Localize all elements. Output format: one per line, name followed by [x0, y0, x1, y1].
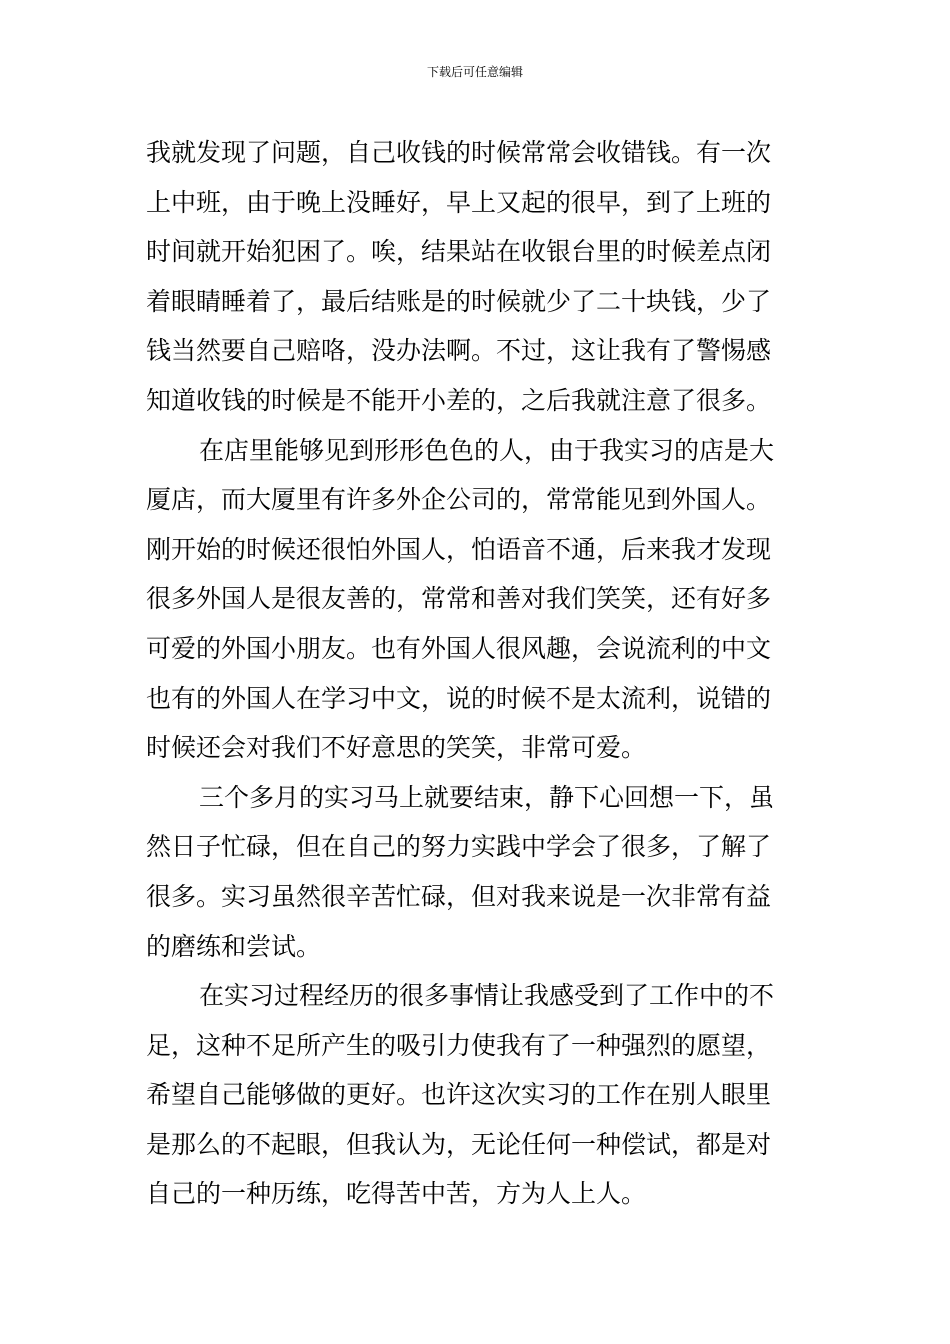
- text-line: 钱当然要自己赔咯，没办法啊。不过，这让我有了警惕感: [146, 336, 772, 366]
- text-line: 厦店，而大厦里有许多外企公司的，常常能见到外国人。: [146, 485, 772, 515]
- text-line: 足，这种不足所产生的吸引力使我有了一种强烈的愿望，: [146, 1030, 772, 1060]
- text-line: 很多外国人是很友善的，常常和善对我们笑笑，还有好多: [146, 584, 772, 614]
- text-line: 知道收钱的时候是不能开小差的，之后我就注意了很多。: [146, 385, 772, 415]
- text-line: 是那么的不起眼，但我认为，无论任何一种偿试，都是对: [146, 1129, 772, 1159]
- text-line: 在店里能够见到形形色色的人，由于我实习的店是大: [199, 435, 775, 465]
- text-line: 着眼睛睡着了，最后结账是的时候就少了二十块钱，少了: [146, 286, 772, 316]
- text-line: 时间就开始犯困了。唉，结果站在收银台里的时候差点闭: [146, 237, 772, 267]
- text-line: 希望自己能够做的更好。也许这次实习的工作在别人眼里: [146, 1080, 772, 1110]
- page-header: 下载后可任意编辑: [426, 65, 523, 79]
- paragraph: [146, 128, 808, 426]
- text-line: 很多。实习虽然很辛苦忙碌，但对我来说是一次非常有益: [146, 881, 772, 911]
- text-line: 的磨练和尝试。: [146, 931, 322, 961]
- text-line: 自己的一种历练，吃得苦中苦，方为人上人。: [146, 1179, 647, 1209]
- text-line: 三个多月的实习马上就要结束，静下心回想一下，虽: [199, 782, 775, 812]
- text-line: 上中班，由于晚上没睡好，早上又起的很早，到了上班的: [146, 187, 772, 217]
- text-line: 也有的外国人在学习中文，说的时候不是太流利，说错的: [146, 683, 772, 713]
- paragraph: [146, 773, 808, 971]
- text-line: 刚开始的时候还很怕外国人，怕语音不通，后来我才发现: [146, 534, 772, 564]
- text-line: 在实习过程经历的很多事情让我感受到了工作中的不: [199, 981, 775, 1011]
- text-line: 我就发现了问题，自己收钱的时候常常会收错钱。有一次: [146, 138, 772, 167]
- paragraph: [146, 971, 808, 1219]
- document-body: [146, 128, 808, 1219]
- paragraph: [146, 426, 808, 773]
- text-line: 可爱的外国小朋友。也有外国人很风趣，会说流利的中文: [146, 633, 772, 663]
- text-line: 时候还会对我们不好意思的笑笑，非常可爱。: [146, 733, 647, 763]
- text-line: 然日子忙碌，但在自己的努力实践中学会了很多，了解了: [146, 832, 772, 862]
